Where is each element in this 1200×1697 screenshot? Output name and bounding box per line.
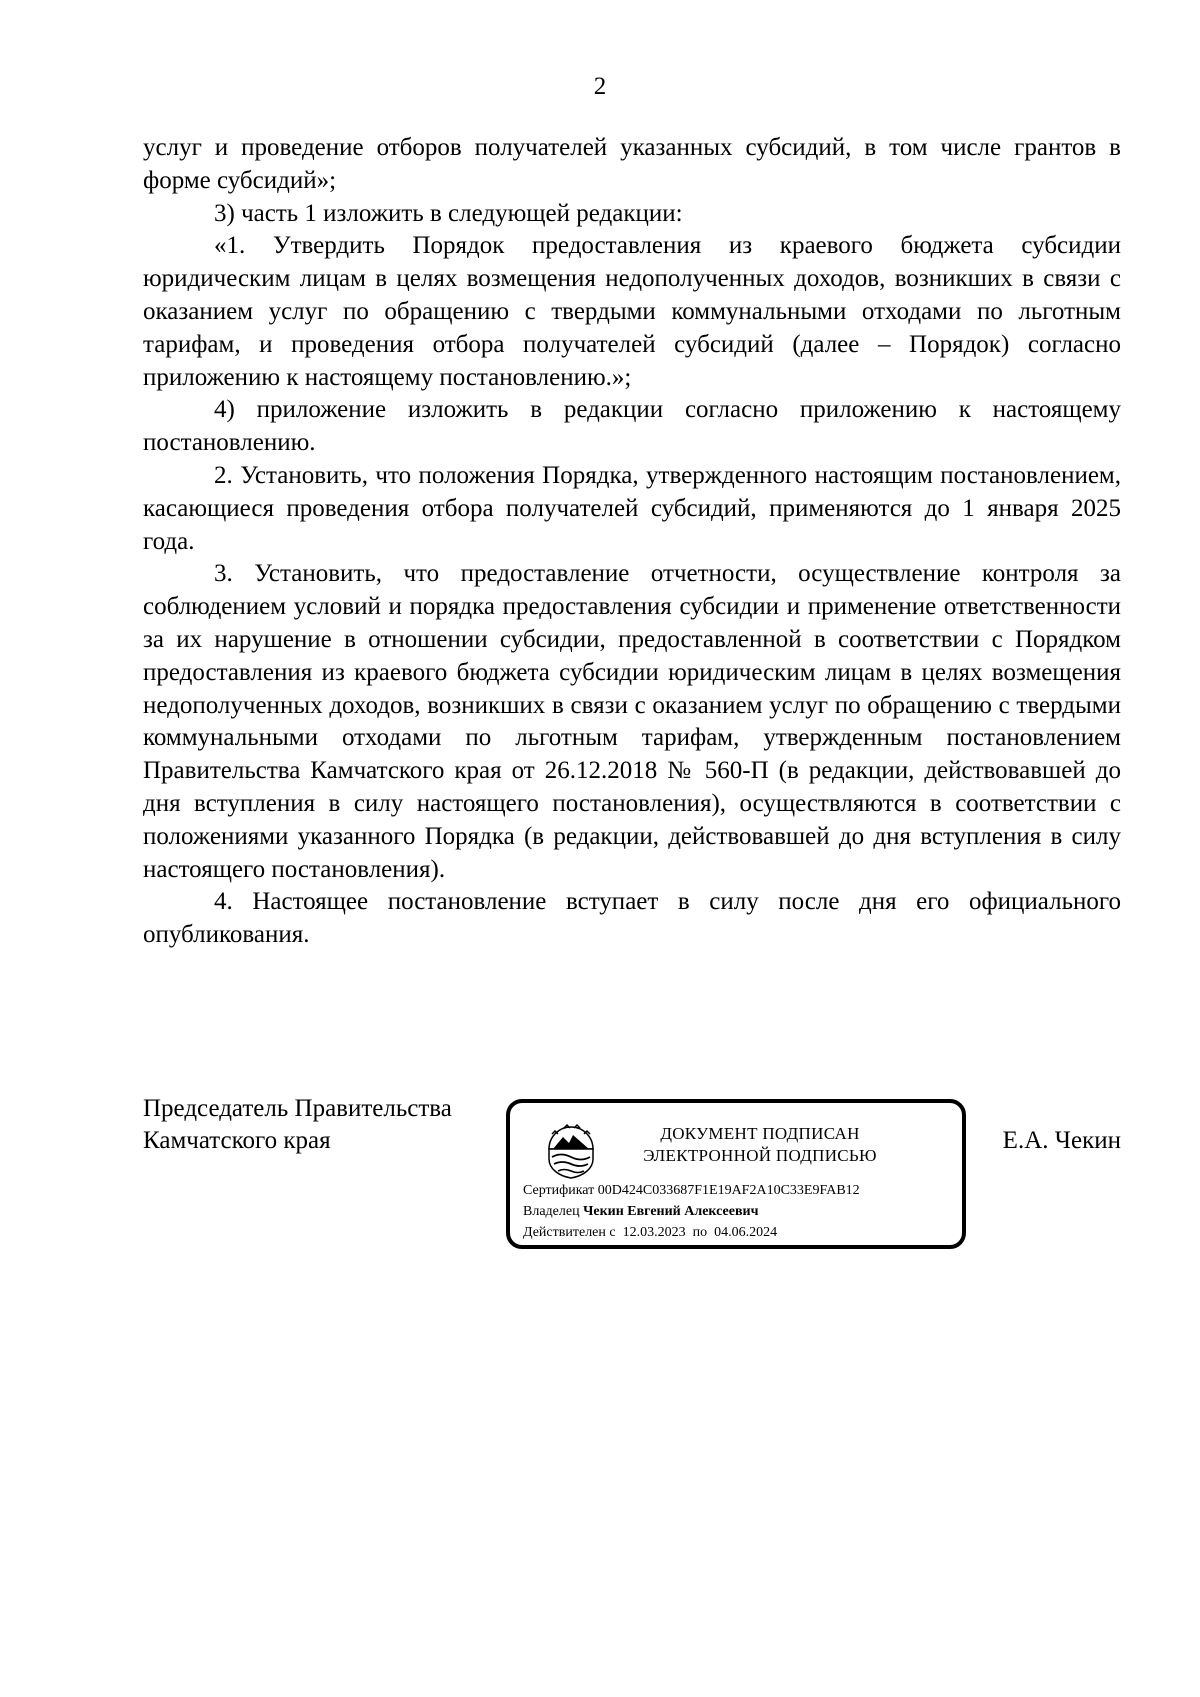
signer-title-line-1: Председатель Правительства xyxy=(143,1095,452,1122)
paragraph-item-4: 4) приложение изложить в редакции согласно приложению к настоящему постановлению. xyxy=(143,396,1121,457)
stamp-validity-row xyxy=(523,1222,860,1243)
stamp-header-line-2: ЭЛЕКТРОННОЙ ПОДПИСЬЮ xyxy=(643,1146,877,1165)
stamp-owner-row xyxy=(523,1201,860,1222)
kamchatka-emblem-icon xyxy=(543,1123,599,1179)
document-body xyxy=(143,132,1121,952)
signer-title-line-2: Камчатского края xyxy=(143,1127,331,1154)
stamp-header-line-1: ДОКУМЕНТ ПОДПИСАН xyxy=(660,1124,860,1143)
owner-label: Владелец xyxy=(523,1204,580,1219)
valid-to-label: по xyxy=(692,1225,708,1240)
electronic-signature-stamp xyxy=(506,1099,966,1249)
signer-name: Е.А. Чекин xyxy=(1002,1127,1121,1154)
paragraph-item-3: 3) часть 1 изложить в следующей редакции: xyxy=(214,199,683,227)
valid-from: 12.03.2023 xyxy=(622,1225,686,1240)
stamp-header xyxy=(610,1123,910,1167)
paragraph-continuation: услуг и проведение отборов получателей указанных субсидий, в том числе грантов в форме субсидий»; xyxy=(143,134,1121,194)
stamp-certificate-row xyxy=(523,1180,860,1201)
paragraph-clause-3: 3. Установить, что предоставление отчетности, осуществление контроля за соблюдением условий и порядка предоставления субсидии и применение ответственности за их нарушение в отношении субсидии, предоставленной в соответствии с Порядком предоставления из краевого бюджета субсидии юридическим лицам в целях возмещения недополученных доходов, возникших в связи с оказанием услуг по обращению с твердыми коммунальными отходами по льготным тарифам, утвержденным постановлением Правительства Камчатского края от 26.12.2018 № 560-П (в редакции, действовавшей до дня вступления в силу настоящего постановления), осуществляются в соответствии с положениями указанного Порядка (в редакции, действовавшей до дня вступления в силу настоящего постановления). xyxy=(143,560,1121,883)
valid-label: Действителен с xyxy=(523,1225,616,1240)
signature-block xyxy=(143,1093,1121,1263)
certificate-value: 00D424C033687F1E19AF2A10C33E9FAB12 xyxy=(597,1183,860,1198)
paragraph-clause-4: 4. Настоящее постановление вступает в силу после дня его официального опубликования. xyxy=(143,888,1121,949)
stamp-details xyxy=(523,1180,860,1243)
owner-value: Чекин Евгений Алексеевич xyxy=(583,1204,759,1219)
page-number: 2 xyxy=(593,73,607,100)
signer-title xyxy=(143,1093,452,1157)
valid-to: 04.06.2024 xyxy=(714,1225,778,1240)
paragraph-quote-part-1: «1. Утвердить Порядок предоставления из краевого бюджета субсидии юридическим лицам в целях возмещения недополученных доходов, возникших в связи с оказанием услуг по обращению с твердыми коммунальными отходами по льготным тарифам, и проведения отбора получателей субсидий (далее – Порядок) согласно приложению к настоящему постановлению.»; xyxy=(143,232,1121,391)
paragraph-clause-2: 2. Установить, что положения Порядка, утвержденного настоящим постановлением, касающиеся проведения отбора получателей субсидий, применяются до 1 января 2025 года. xyxy=(143,461,1121,555)
certificate-label: Сертификат xyxy=(523,1183,595,1198)
